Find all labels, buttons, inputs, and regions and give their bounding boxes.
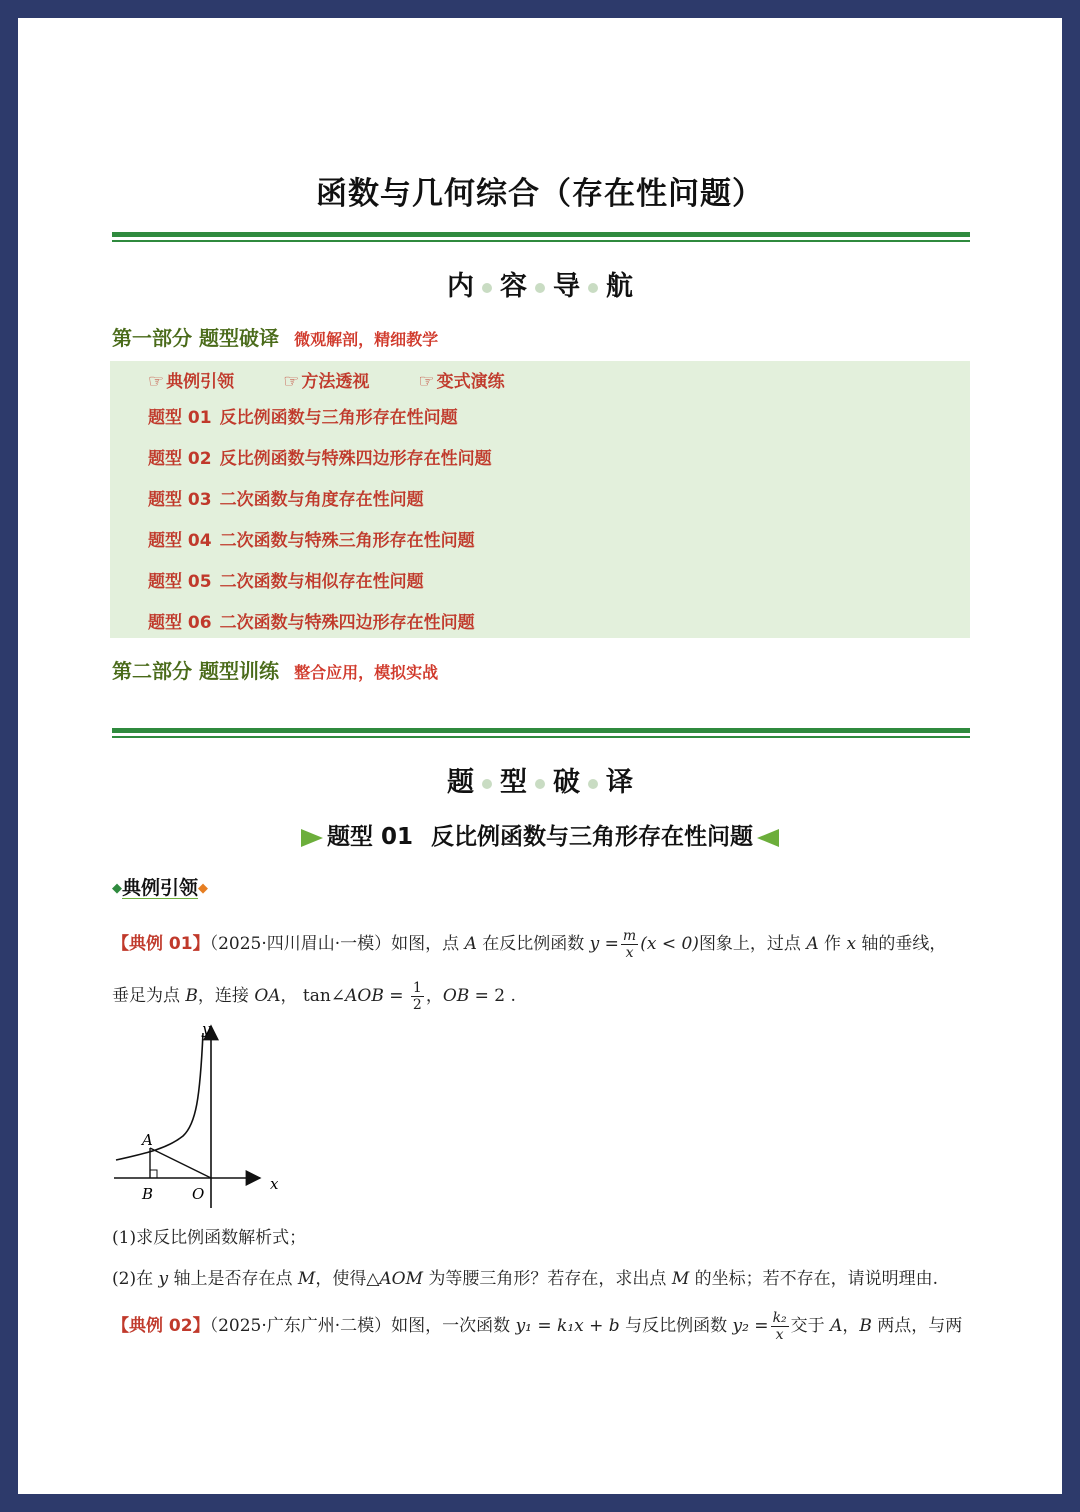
diamond-icon: ◆ <box>198 881 209 896</box>
arrow-left-icon <box>757 829 779 847</box>
document-page <box>18 18 1062 1494</box>
nav-box <box>110 361 970 638</box>
part-two-header <box>112 655 438 684</box>
nav-heading: 内 容 导 航 <box>447 271 633 302</box>
label-a: A <box>142 1131 153 1149</box>
nav-item-topic-06[interactable]: 题型 06 二次函数与特殊四边形存在性问题 <box>148 613 475 633</box>
pointing-hand-icon: ☞ <box>148 371 165 392</box>
segment-oa <box>150 1148 211 1178</box>
label-b: B <box>142 1185 154 1203</box>
pointing-hand-icon: ☞ <box>283 371 300 392</box>
part-one-header <box>112 322 438 351</box>
nav-item-topic-03[interactable]: 题型 03 二次函数与角度存在性问题 <box>148 490 424 510</box>
tab-examples[interactable]: ☞ 典例引领 <box>148 371 235 392</box>
document-title: 函数与几何综合（存在性问题） <box>316 176 764 212</box>
right-angle-mark <box>150 1170 157 1178</box>
example-1-line-1: 【典例 01】（2025·四川眉山·一模）如图，点 A 在反比例函数 y = $\frac{m}{x}$ (x < 0)图象上，过点 A 作 x 轴的垂线， <box>112 928 947 961</box>
nav-item-topic-02[interactable]: 题型 02 反比例函数与特殊四边形存在性问题 <box>148 449 492 469</box>
example-lead-label: ◆典例引领◆ <box>112 877 209 899</box>
function-graph <box>108 1018 278 1208</box>
label-o: O <box>192 1185 205 1203</box>
part-one-title: 第一部分 题型破译 <box>112 326 279 350</box>
example-2-line-1: 【典例 02】（2025·广东广州·二模）如图，一次函数 y₁ = k₁x + b 与反比例函数 y₂ = $\frac{\text{k₂}}{x}$ 交于 A，B 两点，与两 <box>112 1310 963 1343</box>
part-two-title: 第二部分 题型训练 <box>112 659 279 683</box>
part-two-subtitle: 整合应用，模拟实战 <box>294 663 439 682</box>
hyperbola-curve <box>116 1033 203 1160</box>
label-y: y <box>202 1020 211 1038</box>
question-2: (2)在 y 轴上是否存在点 M，使得△AOM 为等腰三角形？若存在，求出点 M 的坐标；若不存在，请说明理由. <box>112 1269 939 1289</box>
section-heading: 题 型 破 译 <box>447 767 633 798</box>
tab-methods[interactable]: ☞ 方法透视 <box>283 371 370 392</box>
example-1-line-2: 垂足为点 B，连接 OA， tan∠AOB = $\frac{1}{2}$ ，OB = 2 . <box>112 980 516 1013</box>
part-one-subtitle: 微观解剖，精细教学 <box>294 330 439 349</box>
nav-item-topic-04[interactable]: 题型 04 二次函数与特殊三角形存在性问题 <box>148 531 475 551</box>
nav-item-topic-05[interactable]: 题型 05 二次函数与相似存在性问题 <box>148 572 424 592</box>
diamond-icon: ◆ <box>112 881 122 896</box>
nav-tabs <box>148 367 549 392</box>
topic-title: 题型 01 反比例函数与三角形存在性问题 <box>18 818 1062 851</box>
pointing-hand-icon: ☞ <box>418 371 435 392</box>
question-1: (1)求反比例函数解析式； <box>112 1228 307 1248</box>
divider <box>112 728 970 738</box>
divider <box>112 232 970 242</box>
label-x: x <box>270 1175 278 1193</box>
nav-item-topic-01[interactable]: 题型 01 反比例函数与三角形存在性问题 <box>148 408 458 428</box>
tab-practice[interactable]: ☞ 变式演练 <box>418 371 505 392</box>
arrow-right-icon <box>301 829 323 847</box>
